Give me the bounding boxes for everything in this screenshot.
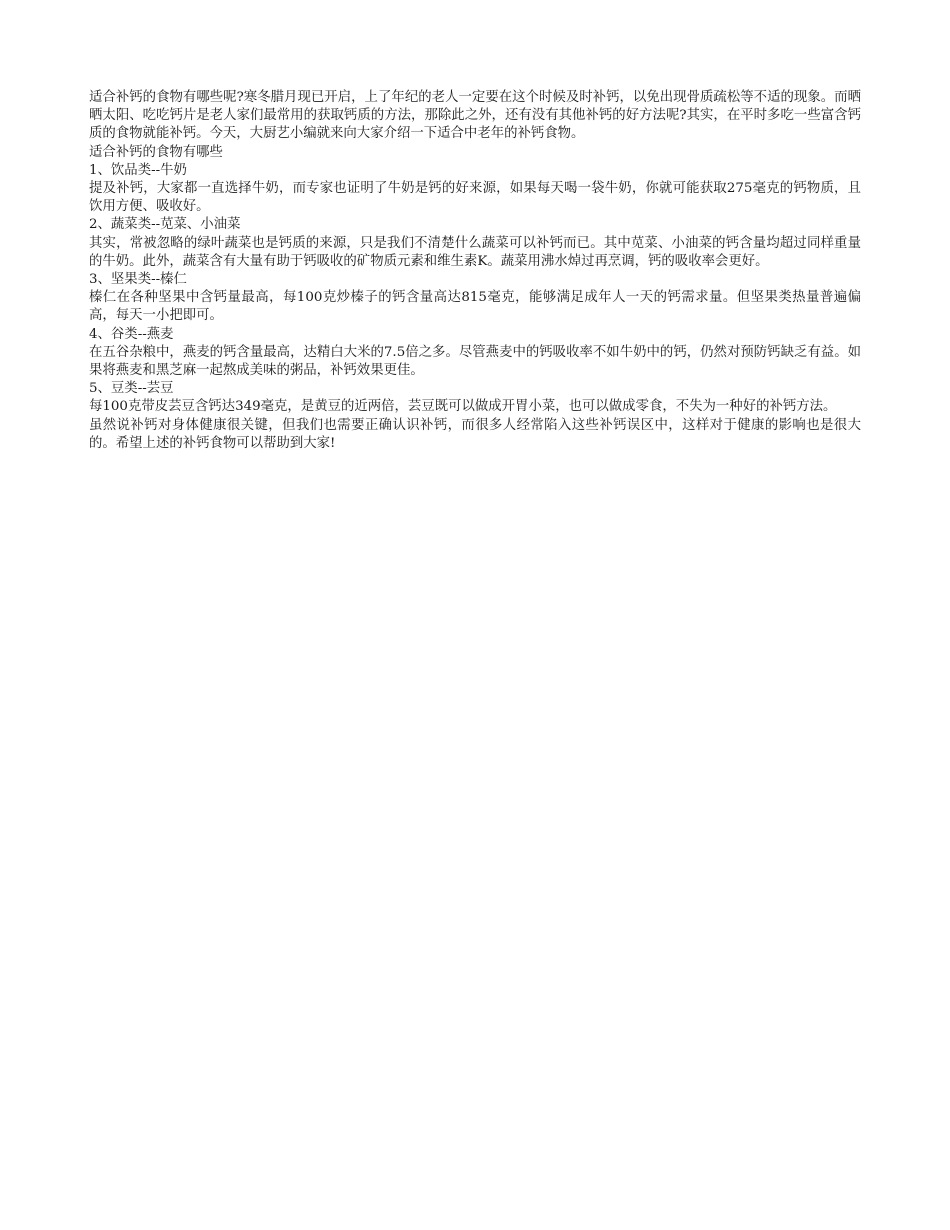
section-body-grains: 在五谷杂粮中，燕麦的钙含量最高，达精白大米的7.5倍之多。尽管燕麦中的钙吸收率不如牛奶中的钙，仍然对预防钙缺乏有益。如果将燕麦和黑芝麻一起熬成美味的粥品，补钙效果更佳。 bbox=[89, 344, 861, 379]
section-body-nuts: 榛仁在各种坚果中含钙量最高，每100克炒榛子的钙含量高达815毫克，能够满足成年人一天的钙需求量。但坚果类热量普遍偏高，每天一小把即可。 bbox=[89, 290, 861, 324]
article-title: 适合补钙的食物有哪些 bbox=[89, 144, 223, 160]
intro-paragraph: 适合补钙的食物有哪些呢?寒冬腊月现已开启，上了年纪的老人一定要在这个时候及时补钙，以免出现骨质疏松等不适的现象。而晒晒太阳、吃吃钙片是老人家们最常用的获取钙质的方法，那除此之外，还有没有其他补钙的好方法呢?其实，在平时多吃一些富含钙质的食物就能补钙。今天，大厨艺小编就来向大家介绍一下适合中老年的补钙食物。 bbox=[89, 90, 861, 142]
conclusion-paragraph: 虽然说补钙对身体健康很关键，但我们也需要正确认识补钙，而很多人经常陷入这些补钙误区中，这样对于健康的影响也是很大的。希望上述的补钙食物可以帮助到大家! bbox=[89, 417, 861, 451]
section-heading-milk: 1、饮品类--牛奶 bbox=[89, 162, 187, 178]
section-heading-nuts: 3、坚果类--榛仁 bbox=[89, 272, 187, 288]
section-body-vegetables: 其实，常被忽略的绿叶蔬菜也是钙质的来源，只是我们不清楚什么蔬菜可以补钙而已。其中苋菜、小油菜的钙含量均超过同样重量的牛奶。此外，蔬菜含有大量有助于钙吸收的矿物质元素和维生素K。蔬菜用沸水焯过再烹调，钙的吸收率会更好。 bbox=[89, 235, 861, 269]
document-body bbox=[89, 89, 861, 453]
section-body-beans: 每100克带皮芸豆含钙达349毫克，是黄豆的近两倍，芸豆既可以做成开胃小菜，也可以做成零食，不失为一种好的补钙方法。 bbox=[89, 399, 837, 415]
section-body-milk: 提及补钙，大家都一直选择牛奶，而专家也证明了牛奶是钙的好来源，如果每天喝一袋牛奶，你就可能获取275毫克的钙物质，且饮用方便、吸收好。 bbox=[89, 181, 861, 215]
section-heading-vegetables: 2、蔬菜类--苋菜、小油菜 bbox=[89, 217, 241, 233]
section-heading-grains: 4、谷类--燕麦 bbox=[89, 326, 174, 342]
section-heading-beans: 5、豆类--芸豆 bbox=[89, 381, 174, 397]
